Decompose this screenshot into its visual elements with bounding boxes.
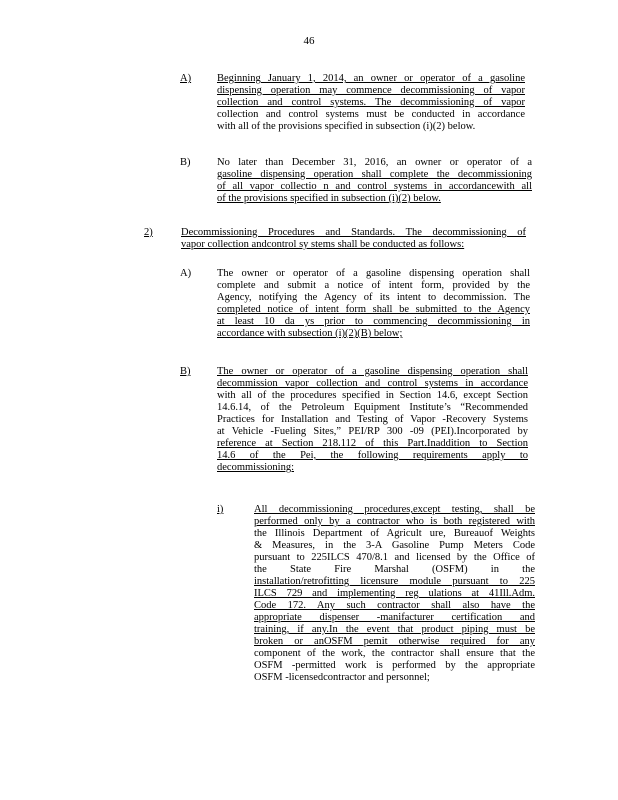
text-line: with all of the provisions specified in subsection (i)(2) below. (217, 121, 476, 132)
text-line: dispensing operation may commence decommissioning of vapor (217, 85, 525, 96)
subsection-text (217, 366, 528, 474)
text-line: accordance with subsection (i)(2)(B) below; (217, 328, 403, 339)
subsection-text (217, 157, 532, 205)
page-number: 46 (303, 35, 315, 47)
text-line: 14.6 of the Pei, the following requirements apply to (217, 450, 528, 461)
text-line: OSFM -permitted work is performed by the appropriate (254, 660, 535, 671)
subsection-label: A) (180, 268, 192, 279)
subsection-text (217, 268, 530, 340)
subsection-text (217, 73, 525, 133)
text-line: The owner or operator of a gasoline dispensing operation shall (217, 268, 530, 279)
subsection-text (254, 504, 535, 684)
text-line: appropriate dispenser -manifacturer certification and (254, 612, 535, 623)
subsection-label: i) (217, 504, 224, 515)
text-line: collection and control systems must be conducted in accordance (217, 109, 525, 120)
text-line: broken or anOSFM pemit otherwise required for any (254, 636, 535, 647)
text-line: complete and submit a notice of intent form, provided by the (217, 280, 530, 291)
text-line: Practices for Installation and Testing of Vapor -Recovery Systems (217, 414, 528, 425)
text-line: of all vapor collectio n and control systems in accordancewith all (217, 181, 532, 192)
text-line: 14.6.14, of the Petroleum Equipment Institute’s “Recommended (217, 402, 528, 413)
subsection-text (181, 227, 526, 251)
text-line: installation/retrofitting licensure module pursuant to 225 (254, 576, 535, 587)
text-line: pursuant to 225ILCS 470/8.1 and licensed by the Office of (254, 552, 535, 563)
subsection-label: B) (180, 366, 191, 377)
text-line: reference at Section 218.112 of this Part.Inaddition to Section (217, 438, 528, 449)
subsection-label: 2) (144, 227, 153, 238)
subsection-label: A) (180, 73, 192, 84)
text-line: vapor collection andcontrol sy stems shall be conducted as follows: (181, 239, 465, 250)
text-line: performed only by a contractor who is both registered with (254, 516, 535, 527)
text-line: All decommissioning procedures,except testing, shall be (254, 504, 535, 515)
text-line: The owner or operator of a gasoline dispensing operation shall (217, 366, 528, 377)
text-line: decommissioning: (217, 462, 294, 473)
text-line: No later than December 31, 2016, an owner or operator of a (217, 157, 532, 168)
text-line: Decommissioning Procedures and Standards. The decommissioning of (181, 227, 526, 238)
text-line: decommission vapor collection and control systems in accordance (217, 378, 528, 389)
text-line: at least 10 da ys prior to commencing decommissioning in (217, 316, 530, 327)
text-line: collection and control systems. The decommissioning of vapor (217, 97, 525, 108)
text-line: at Vehicle -Fueling Sites,” PEI/RP 300 -09 (PEI).Incorporated by (217, 426, 528, 437)
text-line: Code 172. Any such contractor shall also have the (254, 600, 535, 611)
text-line: of the provisions specified in subsection (i)(2) below. (217, 193, 441, 204)
text-line: & Measures, in the 3-A Gasoline Pump Meters Code (254, 540, 535, 551)
text-line: Agency, notifying the Agency of its intent to decommission. The (217, 292, 530, 303)
text-line: training, if any.In the event that product piping must be (254, 624, 535, 635)
text-line: the Illinois Department of Agricult ure, Bureauof Weights (254, 528, 535, 539)
text-line: OSFM -licensedcontractor and personnel; (254, 672, 430, 683)
text-line: the State Fire Marshal (OSFM) in the (254, 564, 535, 575)
text-line: with all of the procedures specified in Section 14.6, except Section (217, 390, 528, 401)
text-line: ILCS 729 and implementing reg ulations at 41Ill.Adm. (254, 588, 535, 599)
text-line: component of the work, the contractor shall ensure that the (254, 648, 535, 659)
text-line: Beginning January 1, 2014, an owner or operator of a gasoline (217, 73, 525, 84)
text-line: completed notice of intent form shall be submitted to the Agency (217, 304, 530, 315)
subsection-label: B) (180, 157, 191, 168)
text-line: gasoline dispensing operation shall complete the decommissioning (217, 169, 532, 180)
